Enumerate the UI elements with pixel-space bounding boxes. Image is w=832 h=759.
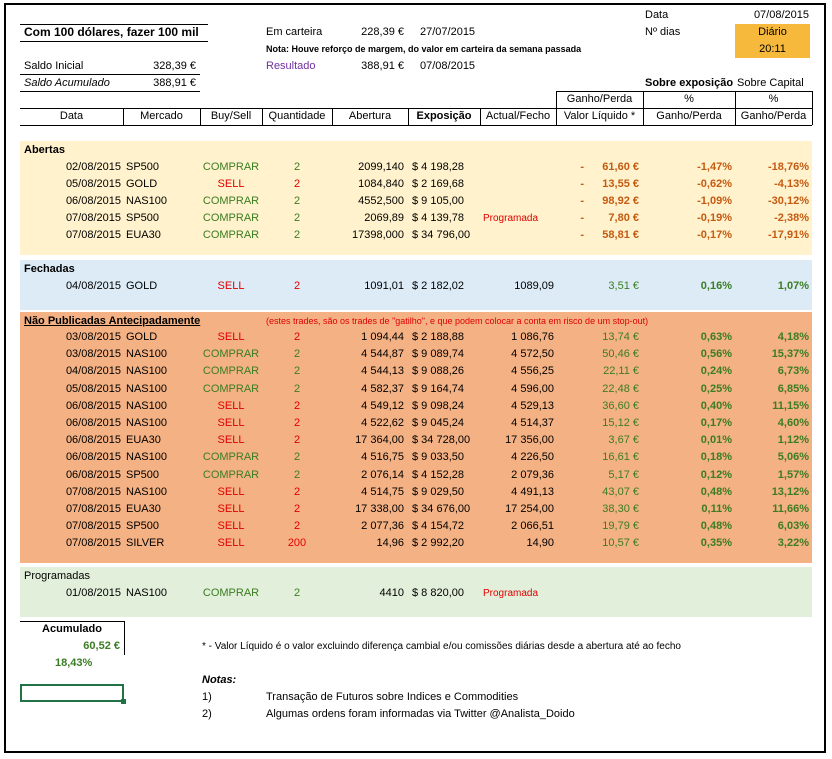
cell-quantidade: 2 <box>293 348 301 360</box>
cell-data: 02/08/2015 <box>65 161 121 173</box>
cell-dash: - <box>580 195 584 207</box>
saldo-acumulado-value: 388,91 € <box>153 77 196 89</box>
sheet-title: Com 100 dólares, fazer 100 mil <box>24 25 199 39</box>
cell-mercado: NAS100 <box>126 348 167 360</box>
cell-mercado: SP500 <box>126 212 160 224</box>
cell-exposicao: $ 2 992,20 <box>412 537 464 549</box>
cell-mercado: NAS100 <box>126 383 167 395</box>
cell-mercado: GOLD <box>126 178 158 190</box>
cell-mercado: GOLD <box>126 280 158 292</box>
cell-ganho-perda-capital: -4,13% <box>774 178 809 190</box>
note-1-text: Transação de Futuros sobre Indices e Commodities <box>266 691 519 703</box>
cell-ganho-perda-capital: -2,38% <box>774 212 809 224</box>
cell-valor-liquido: 15,12 € <box>602 417 639 429</box>
cell-quantidade: 2 <box>293 383 301 395</box>
cell-data: 07/08/2015 <box>65 212 121 224</box>
col-data: Data <box>59 110 84 122</box>
cell-actual-fecho: 4 226,50 <box>511 451 554 463</box>
sheet-border <box>4 3 826 753</box>
cell-ganho-perda-exposicao: 0,24% <box>700 365 732 377</box>
note-1-number: 1) <box>202 691 212 703</box>
cell-ganho-perda-capital: 1,12% <box>777 434 809 446</box>
resultado-date: 07/08/2015 <box>420 60 476 72</box>
cell-quantidade: 2 <box>293 331 301 343</box>
cell-exposicao: $ 2 182,02 <box>412 280 464 292</box>
cell-exposicao: $ 2 169,68 <box>412 178 464 190</box>
cell-exposicao: $ 9 045,24 <box>412 417 464 429</box>
cell-valor-liquido: 16,61 € <box>602 451 639 463</box>
cell-buy-sell: COMPRAR <box>202 383 260 395</box>
cell-buy-sell: COMPRAR <box>202 212 260 224</box>
cell-dash: - <box>580 229 584 241</box>
cell-exposicao: $ 4 198,28 <box>412 161 464 173</box>
cell-buy-sell: COMPRAR <box>202 469 260 481</box>
nao-publicadas-note: (estes trades, são os trades de "gatilho", e que podem colocar a conta em risco de um stop-out) <box>266 316 649 326</box>
em-carteira-date: 27/07/2015 <box>420 26 476 38</box>
cell-abertura: 4 514,75 <box>361 486 404 498</box>
cell-mercado: GOLD <box>126 331 158 343</box>
cell-mercado: NAS100 <box>126 195 167 207</box>
col-buy-sell: Buy/Sell <box>210 110 252 122</box>
cell-data: 07/08/2015 <box>65 537 121 549</box>
cell-data: 07/08/2015 <box>65 503 121 515</box>
cell-abertura: 4 582,37 <box>361 383 404 395</box>
cell-buy-sell: COMPRAR <box>202 161 260 173</box>
cell-actual-fecho: 4 514,37 <box>511 417 554 429</box>
cell-ganho-perda-capital: 6,03% <box>777 520 809 532</box>
cell-ganho-perda-capital: 4,60% <box>777 417 809 429</box>
cell-exposicao: $ 4 152,28 <box>412 469 464 481</box>
cell-abertura: 14,96 <box>376 537 404 549</box>
cell-ganho-perda-exposicao: 0,63% <box>700 331 732 343</box>
cell-buy-sell: COMPRAR <box>202 229 260 241</box>
cell-valor-liquido: 10,57 € <box>602 537 639 549</box>
cell-valor-liquido: 58,81 € <box>602 229 639 241</box>
cell-buy-sell: SELL <box>217 417 245 429</box>
cell-data: 03/08/2015 <box>65 348 121 360</box>
cell-ganho-perda-exposicao: 0,48% <box>700 486 732 498</box>
cell-ganho-perda-capital: 13,12% <box>771 486 809 498</box>
cell-ganho-perda-exposicao: 0,35% <box>700 537 732 549</box>
cell-buy-sell: SELL <box>217 331 245 343</box>
ganho-perda-top-header: Ganho/Perda <box>566 93 633 105</box>
cell-abertura: 17 338,00 <box>355 503 404 515</box>
cell-ganho-perda-capital: 11,15% <box>772 400 809 412</box>
cell-abertura: 1091,01 <box>364 280 404 292</box>
cell-quantidade: 2 <box>293 178 301 190</box>
cell-actual-fecho: 1 086,76 <box>511 331 554 343</box>
cell-ganho-perda-exposicao: -1,09% <box>697 195 732 207</box>
cell-data: 06/08/2015 <box>65 451 121 463</box>
sobre-capital-header: Sobre Capital <box>737 77 804 89</box>
acumulado-value: 60,52 € <box>83 640 120 652</box>
cell-abertura: 2 076,14 <box>361 469 404 481</box>
cell-ganho-perda-capital: 11,66% <box>772 503 809 515</box>
cell-data: 06/08/2015 <box>65 434 121 446</box>
nao-publicadas-title: Não Publicadas Antecipadamente <box>24 315 201 327</box>
cell-ganho-perda-exposicao: 0,01% <box>700 434 732 446</box>
cell-dash: - <box>580 212 584 224</box>
cell-mercado: NAS100 <box>126 400 167 412</box>
cell-exposicao: $ 9 098,24 <box>412 400 464 412</box>
cell-ganho-perda-exposicao: 0,48% <box>700 520 732 532</box>
data-label: Data <box>645 9 669 21</box>
cell-abertura: 4 544,13 <box>361 365 404 377</box>
cell-quantidade: 2 <box>293 229 301 241</box>
fechadas-title: Fechadas <box>24 263 75 275</box>
sobre-exposicao-header: Sobre exposição <box>645 77 734 89</box>
cell-actual-fecho: 4 596,00 <box>511 383 554 395</box>
cell-valor-liquido: 22,48 € <box>602 383 639 395</box>
cell-ganho-perda-capital: 1,57% <box>777 469 809 481</box>
cell-exposicao: $ 4 139,78 <box>412 212 464 224</box>
col-ganho-perda-capital: Ganho/Perda <box>740 110 807 122</box>
cell-exposicao: $ 4 154,72 <box>412 520 464 532</box>
cell-ganho-perda-capital: -18,76% <box>768 161 809 173</box>
em-carteira-value: 228,39 € <box>361 26 404 38</box>
cell-abertura: 2069,89 <box>364 212 404 224</box>
cell-data: 07/08/2015 <box>65 520 121 532</box>
cell-buy-sell: SELL <box>217 400 245 412</box>
cell-actual-fecho: 17 254,00 <box>505 503 554 515</box>
cell-mercado: NAS100 <box>126 451 167 463</box>
cell-ganho-perda-capital: -30,12% <box>768 195 809 207</box>
note-2-number: 2) <box>202 708 212 720</box>
cell-data: 06/08/2015 <box>65 469 121 481</box>
cell-data: 05/08/2015 <box>65 178 121 190</box>
cell-abertura: 2 077,36 <box>361 520 404 532</box>
cell-exposicao: $ 9 029,50 <box>412 486 464 498</box>
cell-quantidade: 2 <box>293 212 301 224</box>
abertas-title: Abertas <box>24 144 65 156</box>
cell-mercado: SP500 <box>126 469 160 481</box>
cell-quantidade: 2 <box>293 486 301 498</box>
cell-valor-liquido: 43,07 € <box>602 486 639 498</box>
col-ganho-perda-exposicao: Ganho/Perda <box>656 110 722 122</box>
cell-dash: - <box>580 178 584 190</box>
cell-valor-liquido: 13,74 € <box>602 331 639 343</box>
cell-exposicao: $ 9 105,00 <box>412 195 464 207</box>
cell-data: 07/08/2015 <box>65 229 121 241</box>
cell-data: 04/08/2015 <box>65 365 121 377</box>
cell-exposicao: $ 34 728,00 <box>412 434 471 446</box>
cell-exposicao: $ 2 188,88 <box>412 331 464 343</box>
margin-note: Nota: Houve reforço de margem, do valor em carteira da semana passada <box>266 44 582 54</box>
cell-exposicao: $ 9 033,50 <box>412 451 464 463</box>
cell-mercado: EUA30 <box>126 434 161 446</box>
acumulado-percent: 18,43% <box>55 657 93 669</box>
resultado-label: Resultado <box>266 60 316 72</box>
cell-actual-fecho: 14,90 <box>526 537 554 549</box>
cell-data: 01/08/2015 <box>65 587 121 599</box>
cell-abertura: 4552,500 <box>358 195 404 207</box>
saldo-acumulado-label: Saldo Acumulado <box>24 77 110 89</box>
cell-quantidade: 2 <box>293 195 301 207</box>
saldo-inicial-value: 328,39 € <box>153 60 196 72</box>
cell-abertura: 4 549,12 <box>361 400 404 412</box>
cell-buy-sell: COMPRAR <box>202 195 260 207</box>
cell-ganho-perda-exposicao: -1,47% <box>697 161 732 173</box>
cell-ganho-perda-capital: 6,85% <box>777 383 809 395</box>
cell-actual-fecho: 17 356,00 <box>505 434 554 446</box>
resultado-value: 388,91 € <box>361 60 404 72</box>
cell-ganho-perda-exposicao: 0,12% <box>700 469 732 481</box>
cell-exposicao: $ 9 088,26 <box>412 365 464 377</box>
cell-actual-fecho: 4 491,13 <box>511 486 554 498</box>
col-quantidade: Quantidade <box>268 110 326 122</box>
cell-actual-fecho: Programada <box>483 588 539 599</box>
cell-quantidade: 2 <box>293 451 301 463</box>
cell-data: 06/08/2015 <box>65 417 121 429</box>
cell-abertura: 4 516,75 <box>361 451 404 463</box>
cell-ganho-perda-exposicao: 0,11% <box>701 503 732 515</box>
cell-mercado: SP500 <box>126 161 160 173</box>
cell-ganho-perda-exposicao: 0,56% <box>700 348 732 360</box>
cell-ganho-perda-exposicao: 0,18% <box>700 451 732 463</box>
cell-quantidade: 2 <box>293 469 301 481</box>
cell-abertura: 1 094,44 <box>361 331 404 343</box>
cell-data: 03/08/2015 <box>65 331 121 343</box>
cell-valor-liquido: 13,55 € <box>602 178 639 190</box>
col-actual-fecho: Actual/Fecho <box>485 110 551 122</box>
cell-mercado: EUA30 <box>126 229 161 241</box>
cell-valor-liquido: 38,30 € <box>602 503 639 515</box>
cell-ganho-perda-capital: 6,73% <box>777 365 809 377</box>
cell-buy-sell: SELL <box>217 537 245 549</box>
cell-quantidade: 2 <box>293 365 301 377</box>
cell-actual-fecho: 4 529,13 <box>511 400 554 412</box>
cell-ganho-perda-exposicao: 0,16% <box>700 280 732 292</box>
cell-abertura: 4410 <box>379 587 404 599</box>
cell-exposicao: $ 34 796,00 <box>412 229 471 241</box>
cell-ganho-perda-exposicao: 0,17% <box>700 417 732 429</box>
cell-buy-sell: COMPRAR <box>202 365 260 377</box>
cell-buy-sell: COMPRAR <box>202 587 260 599</box>
cell-exposicao: $ 9 164,74 <box>412 383 464 395</box>
data-value: 07/08/2015 <box>753 9 809 21</box>
cell-mercado: NAS100 <box>126 417 167 429</box>
cell-quantidade: 2 <box>293 280 301 292</box>
percent-capital-header: % <box>768 93 779 105</box>
cell-buy-sell: SELL <box>217 520 245 532</box>
cell-quantidade: 2 <box>293 161 301 173</box>
cell-ganho-perda-capital: 4,18% <box>777 331 809 343</box>
cell-data: 06/08/2015 <box>65 400 121 412</box>
cell-quantidade: 2 <box>293 503 301 515</box>
cell-buy-sell: COMPRAR <box>202 451 260 463</box>
percent-exposicao-header: % <box>684 93 694 105</box>
cell-abertura: 17398,000 <box>352 229 404 241</box>
cell-mercado: SP500 <box>126 520 160 532</box>
cell-abertura: 4 544,87 <box>361 348 404 360</box>
col-mercado: Mercado <box>140 110 183 122</box>
cell-dash: - <box>580 161 584 173</box>
cell-abertura: 4 522,62 <box>361 417 404 429</box>
cell-data: 04/08/2015 <box>65 280 121 292</box>
cell-data: 06/08/2015 <box>65 195 121 207</box>
cell-ganho-perda-capital: 3,22% <box>777 537 809 549</box>
cell-mercado: NAS100 <box>126 486 167 498</box>
cell-ganho-perda-capital: -17,91% <box>768 229 809 241</box>
footnote: * - Valor Líquido é o valor excluindo diferença cambial e/ou comissões diárias desde a abertura até ao fecho <box>202 641 681 652</box>
cell-actual-fecho: 4 572,50 <box>511 348 554 360</box>
cell-mercado: NAS100 <box>126 587 167 599</box>
cell-valor-liquido: 19,79 € <box>602 520 639 532</box>
ndias-label: Nº dias <box>645 26 681 38</box>
cell-buy-sell: SELL <box>217 486 245 498</box>
cell-quantidade: 2 <box>293 417 301 429</box>
cell-valor-liquido: 36,60 € <box>602 400 639 412</box>
cell-mercado: NAS100 <box>126 365 167 377</box>
cell-exposicao: $ 8 820,00 <box>412 587 464 599</box>
cell-abertura: 1084,840 <box>358 178 404 190</box>
cell-quantidade: 2 <box>293 434 301 446</box>
cell-exposicao: $ 9 089,74 <box>412 348 464 360</box>
cell-abertura: 17 364,00 <box>355 434 404 446</box>
cell-actual-fecho: 2 066,51 <box>511 520 554 532</box>
notas-label: Notas: <box>202 674 237 686</box>
col-exposicao: Exposição <box>416 110 472 122</box>
cell-buy-sell: SELL <box>217 178 245 190</box>
em-carteira-label: Em carteira <box>266 26 323 38</box>
diario-label: Diário <box>758 26 787 38</box>
cell-ganho-perda-capital: 5,06% <box>777 451 809 463</box>
cell-actual-fecho: 2 079,36 <box>511 469 554 481</box>
note-2-text: Algumas ordens foram informadas via Twitter @Analista_Doido <box>266 708 575 720</box>
cell-ganho-perda-exposicao: -0,62% <box>697 178 732 190</box>
cell-ganho-perda-exposicao: -0,17% <box>697 229 732 241</box>
cell-actual-fecho: Programada <box>483 213 539 224</box>
cell-valor-liquido: 22,11 € <box>603 365 639 377</box>
cell-exposicao: $ 34 676,00 <box>412 503 471 515</box>
programadas-title: Programadas <box>24 570 91 582</box>
cell-buy-sell: SELL <box>217 280 245 292</box>
cell-actual-fecho: 1089,09 <box>514 280 554 292</box>
cell-ganho-perda-exposicao: 0,40% <box>700 400 732 412</box>
cell-quantidade: 2 <box>293 520 301 532</box>
cell-buy-sell: COMPRAR <box>202 348 260 360</box>
cell-valor-liquido: 3,67 € <box>608 434 639 446</box>
cell-valor-liquido: 98,92 € <box>602 195 639 207</box>
cell-ganho-perda-capital: 15,37% <box>771 348 809 360</box>
cell-data: 07/08/2015 <box>65 486 121 498</box>
cell-buy-sell: SELL <box>217 503 245 515</box>
diario-value: 20:11 <box>759 43 786 55</box>
cell-quantidade: 2 <box>293 587 301 599</box>
cell-abertura: 2099,140 <box>358 161 404 173</box>
col-abertura: Abertura <box>348 110 392 122</box>
cell-ganho-perda-exposicao: 0,25% <box>700 383 732 395</box>
cell-buy-sell: SELL <box>217 434 245 446</box>
cell-ganho-perda-exposicao: -0,19% <box>697 212 732 224</box>
cell-valor-liquido: 50,46 € <box>602 348 639 360</box>
acumulado-label: Acumulado <box>42 623 102 635</box>
cell-mercado: EUA30 <box>126 503 161 515</box>
cell-valor-liquido: 5,17 € <box>608 469 639 481</box>
saldo-inicial-label: Saldo Inicial <box>24 60 84 72</box>
cell-quantidade: 2 <box>293 400 301 412</box>
col-valor-liquido: Valor Líquido * <box>563 110 636 122</box>
cell-quantidade: 200 <box>287 537 307 549</box>
cell-mercado: SILVER <box>126 537 165 549</box>
cell-valor-liquido: 7,80 € <box>608 212 639 224</box>
cell-valor-liquido: 61,60 € <box>602 161 639 173</box>
cell-ganho-perda-capital: 1,07% <box>777 280 809 292</box>
cell-valor-liquido: 3,51 € <box>608 280 639 292</box>
cell-actual-fecho: 4 556,25 <box>511 365 554 377</box>
cell-data: 05/08/2015 <box>65 383 121 395</box>
